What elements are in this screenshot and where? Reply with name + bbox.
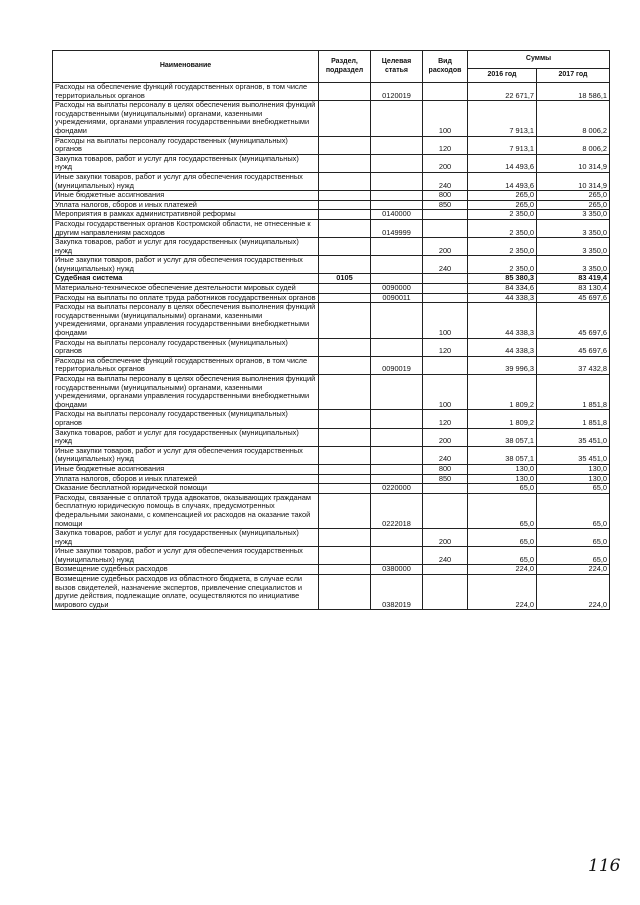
row-section — [319, 238, 371, 256]
row-target: 0090000 — [371, 284, 423, 294]
row-name: Иные закупки товаров, работ и услуг для обеспечения государственных (муниципальных) нужд — [53, 256, 319, 274]
row-section — [319, 484, 371, 494]
row-target: 0120019 — [371, 83, 423, 101]
row-name: Закупка товаров, работ и услуг для государственных (муниципальных) нужд — [53, 154, 319, 172]
row-expense-type — [423, 210, 468, 220]
table-row — [53, 284, 610, 294]
row-expense-type: 100 — [423, 303, 468, 338]
table-row — [53, 154, 610, 172]
row-section — [319, 565, 371, 575]
row-amount-2016: 84 334,6 — [468, 284, 537, 294]
table-row — [53, 428, 610, 446]
row-name: Иные закупки товаров, работ и услуг для обеспечения государственных (муниципальных) нужд — [53, 547, 319, 565]
row-amount-2017: 83 419,4 — [537, 274, 610, 284]
table-row — [53, 356, 610, 374]
row-amount-2017: 224,0 — [537, 575, 610, 610]
row-name: Расходы на выплаты персоналу в целях обеспечения выполнения функций государственными (муниципальными) органами, казенными учреждениями, органами управления государственными внебюджетными фондами — [53, 303, 319, 338]
row-name: Судебная система — [53, 274, 319, 284]
row-section — [319, 101, 371, 136]
row-amount-2016: 44 338,3 — [468, 338, 537, 356]
table-row — [53, 256, 610, 274]
header-year-2017: 2017 год — [537, 69, 610, 83]
header-name: Наименование — [53, 51, 319, 83]
row-amount-2017: 3 350,0 — [537, 219, 610, 237]
row-amount-2017: 37 432,8 — [537, 356, 610, 374]
row-amount-2016: 2 350,0 — [468, 256, 537, 274]
row-name: Расходы на обеспечение функций государственных органов, в том числе территориальных органов — [53, 83, 319, 101]
row-amount-2016: 265,0 — [468, 191, 537, 201]
row-amount-2016: 22 671,7 — [468, 83, 537, 101]
row-expense-type: 240 — [423, 547, 468, 565]
row-expense-type: 850 — [423, 200, 468, 210]
row-name: Уплата налогов, сборов и иных платежей — [53, 200, 319, 210]
row-section — [319, 547, 371, 565]
table-row — [53, 83, 610, 101]
row-name: Возмещение судебных расходов из областного бюджета, в случае если вызов свидетелей, назначение экспертов, привлечение специалистов и другие действия, подлежащие оплате, осуществляются по инициативе мирового судьи — [53, 575, 319, 610]
row-amount-2017: 35 451,0 — [537, 428, 610, 446]
row-target: 0149999 — [371, 219, 423, 237]
row-expense-type: 240 — [423, 256, 468, 274]
row-amount-2016: 2 350,0 — [468, 210, 537, 220]
row-target — [371, 154, 423, 172]
row-amount-2016: 7 913,1 — [468, 101, 537, 136]
header-section: Раздел, подраздел — [319, 51, 371, 83]
row-target — [371, 547, 423, 565]
row-amount-2016: 130,0 — [468, 474, 537, 484]
row-expense-type: 240 — [423, 172, 468, 190]
row-expense-type: 100 — [423, 375, 468, 410]
row-section — [319, 303, 371, 338]
header-expense-type: Вид расходов — [423, 51, 468, 83]
row-section — [319, 428, 371, 446]
row-target — [371, 428, 423, 446]
row-target: 0090011 — [371, 293, 423, 303]
row-amount-2016: 130,0 — [468, 464, 537, 474]
row-section — [319, 410, 371, 428]
row-target — [371, 238, 423, 256]
row-target — [371, 172, 423, 190]
row-section — [319, 375, 371, 410]
row-section — [319, 210, 371, 220]
row-expense-type — [423, 565, 468, 575]
header-target: Целевая статья — [371, 51, 423, 83]
row-amount-2016: 65,0 — [468, 529, 537, 547]
row-section — [319, 529, 371, 547]
table-row — [53, 136, 610, 154]
row-target — [371, 375, 423, 410]
row-expense-type — [423, 493, 468, 528]
row-section — [319, 575, 371, 610]
row-amount-2017: 8 006,2 — [537, 136, 610, 154]
row-name: Закупка товаров, работ и услуг для государственных (муниципальных) нужд — [53, 428, 319, 446]
page-number: 116 — [588, 856, 621, 876]
table-row — [53, 375, 610, 410]
row-expense-type — [423, 293, 468, 303]
row-section — [319, 464, 371, 474]
row-name: Материально-техническое обеспечение деятельности мировых судей — [53, 284, 319, 294]
row-expense-type — [423, 484, 468, 494]
row-amount-2017: 130,0 — [537, 464, 610, 474]
row-expense-type — [423, 83, 468, 101]
row-expense-type: 120 — [423, 338, 468, 356]
row-amount-2017: 35 451,0 — [537, 446, 610, 464]
table-row — [53, 484, 610, 494]
row-amount-2017: 265,0 — [537, 191, 610, 201]
row-amount-2016: 38 057,1 — [468, 428, 537, 446]
row-expense-type — [423, 356, 468, 374]
row-target: 0222018 — [371, 493, 423, 528]
row-amount-2017: 1 851,8 — [537, 375, 610, 410]
row-amount-2017: 65,0 — [537, 484, 610, 494]
row-amount-2016: 44 338,3 — [468, 293, 537, 303]
table-row — [53, 338, 610, 356]
row-amount-2016: 38 057,1 — [468, 446, 537, 464]
row-amount-2016: 1 809,2 — [468, 410, 537, 428]
header-year-2016: 2016 год — [468, 69, 537, 83]
row-amount-2017: 265,0 — [537, 200, 610, 210]
row-section — [319, 256, 371, 274]
row-name: Закупка товаров, работ и услуг для государственных (муниципальных) нужд — [53, 238, 319, 256]
row-expense-type: 200 — [423, 529, 468, 547]
row-amount-2017: 45 697,6 — [537, 303, 610, 338]
row-name: Иные бюджетные ассигнования — [53, 191, 319, 201]
row-expense-type — [423, 284, 468, 294]
row-name: Расходы государственных органов Костромской области, не отнесенные к другим направлениям расходов — [53, 219, 319, 237]
row-amount-2017: 3 350,0 — [537, 210, 610, 220]
row-amount-2017: 65,0 — [537, 547, 610, 565]
table-row — [53, 101, 610, 136]
table-body — [53, 83, 610, 610]
row-amount-2016: 85 380,3 — [468, 274, 537, 284]
table-row — [53, 493, 610, 528]
row-name: Расходы, связанные с оплатой труда адвокатов, оказывающих гражданам бесплатную юридическую помощь в случаях, предусмотренных федеральными законами, с компенсацией их расходов на оказание такой помощи — [53, 493, 319, 528]
row-amount-2017: 8 006,2 — [537, 101, 610, 136]
table-row — [53, 172, 610, 190]
row-amount-2017: 65,0 — [537, 493, 610, 528]
row-name: Иные закупки товаров, работ и услуг для обеспечения государственных (муниципальных) нужд — [53, 172, 319, 190]
row-expense-type: 100 — [423, 101, 468, 136]
row-name: Расходы на выплаты персоналу государственных (муниципальных) органов — [53, 136, 319, 154]
row-name: Расходы на выплаты персоналу государственных (муниципальных) органов — [53, 338, 319, 356]
table-row — [53, 446, 610, 464]
row-amount-2017: 10 314,9 — [537, 154, 610, 172]
row-target: 0382019 — [371, 575, 423, 610]
row-expense-type: 200 — [423, 428, 468, 446]
row-section — [319, 356, 371, 374]
row-section — [319, 154, 371, 172]
row-expense-type — [423, 575, 468, 610]
row-amount-2016: 65,0 — [468, 493, 537, 528]
table-row — [53, 219, 610, 237]
row-target — [371, 303, 423, 338]
table-row — [53, 575, 610, 610]
row-expense-type — [423, 274, 468, 284]
table-header — [53, 51, 610, 83]
row-target: 0220000 — [371, 484, 423, 494]
table-row — [53, 303, 610, 338]
row-expense-type: 800 — [423, 464, 468, 474]
row-amount-2016: 224,0 — [468, 565, 537, 575]
row-name: Расходы на выплаты персоналу государственных (муниципальных) органов — [53, 410, 319, 428]
row-name: Оказание бесплатной юридической помощи — [53, 484, 319, 494]
row-amount-2017: 18 586,1 — [537, 83, 610, 101]
row-amount-2016: 2 350,0 — [468, 238, 537, 256]
row-expense-type: 120 — [423, 136, 468, 154]
row-amount-2017: 83 130,4 — [537, 284, 610, 294]
row-name: Закупка товаров, работ и услуг для государственных (муниципальных) нужд — [53, 529, 319, 547]
row-name: Расходы на выплаты по оплате труда работников государственных органов — [53, 293, 319, 303]
row-name: Иные закупки товаров, работ и услуг для обеспечения государственных (муниципальных) нужд — [53, 446, 319, 464]
row-target — [371, 529, 423, 547]
table-row — [53, 410, 610, 428]
row-amount-2017: 3 350,0 — [537, 256, 610, 274]
row-amount-2017: 3 350,0 — [537, 238, 610, 256]
row-target: 0140000 — [371, 210, 423, 220]
row-section — [319, 284, 371, 294]
table-row — [53, 210, 610, 220]
row-expense-type: 800 — [423, 191, 468, 201]
row-amount-2016: 65,0 — [468, 484, 537, 494]
row-name: Расходы на выплаты персоналу в целях обеспечения выполнения функций государственными (муниципальными) органами, казенными учреждениями, органами управления государственными внебюджетными фондами — [53, 375, 319, 410]
row-name: Расходы на обеспечение функций государственных органов, в том числе территориальных органов — [53, 356, 319, 374]
row-section: 0105 — [319, 274, 371, 284]
row-amount-2016: 2 350,0 — [468, 219, 537, 237]
row-target: 0380000 — [371, 565, 423, 575]
row-target — [371, 256, 423, 274]
row-target — [371, 136, 423, 154]
row-target — [371, 191, 423, 201]
row-amount-2016: 65,0 — [468, 547, 537, 565]
row-name: Иные бюджетные ассигнования — [53, 464, 319, 474]
row-target — [371, 410, 423, 428]
row-amount-2017: 10 314,9 — [537, 172, 610, 190]
budget-table — [52, 50, 610, 610]
row-amount-2016: 14 493,6 — [468, 172, 537, 190]
row-section — [319, 191, 371, 201]
row-section — [319, 446, 371, 464]
row-amount-2016: 7 913,1 — [468, 136, 537, 154]
row-target — [371, 446, 423, 464]
row-amount-2017: 130,0 — [537, 474, 610, 484]
row-expense-type: 200 — [423, 238, 468, 256]
table-row — [53, 191, 610, 201]
row-amount-2017: 45 697,6 — [537, 338, 610, 356]
row-section — [319, 338, 371, 356]
row-section — [319, 493, 371, 528]
row-amount-2016: 39 996,3 — [468, 356, 537, 374]
row-amount-2017: 45 697,6 — [537, 293, 610, 303]
row-amount-2017: 65,0 — [537, 529, 610, 547]
header-sums: Суммы — [468, 51, 610, 69]
row-name: Мероприятия в рамках административной реформы — [53, 210, 319, 220]
row-amount-2016: 224,0 — [468, 575, 537, 610]
row-name: Расходы на выплаты персоналу в целях обеспечения выполнения функций государственными (муниципальными) органами, казенными учреждениями, органами управления государственными внебюджетными фондами — [53, 101, 319, 136]
row-amount-2017: 224,0 — [537, 565, 610, 575]
row-amount-2016: 1 809,2 — [468, 375, 537, 410]
row-expense-type: 200 — [423, 154, 468, 172]
row-section — [319, 219, 371, 237]
row-name: Возмещение судебных расходов — [53, 565, 319, 575]
row-section — [319, 136, 371, 154]
table-row — [53, 464, 610, 474]
row-expense-type: 120 — [423, 410, 468, 428]
row-amount-2016: 44 338,3 — [468, 303, 537, 338]
row-section — [319, 474, 371, 484]
table-row — [53, 547, 610, 565]
row-target — [371, 338, 423, 356]
row-expense-type: 850 — [423, 474, 468, 484]
table-row — [53, 238, 610, 256]
row-name: Уплата налогов, сборов и иных платежей — [53, 474, 319, 484]
row-amount-2017: 1 851,8 — [537, 410, 610, 428]
table-row — [53, 529, 610, 547]
row-section — [319, 83, 371, 101]
row-section — [319, 200, 371, 210]
row-target: 0090019 — [371, 356, 423, 374]
row-section — [319, 172, 371, 190]
row-section — [319, 293, 371, 303]
row-target — [371, 464, 423, 474]
row-target — [371, 101, 423, 136]
row-amount-2016: 265,0 — [468, 200, 537, 210]
row-expense-type: 240 — [423, 446, 468, 464]
row-expense-type — [423, 219, 468, 237]
row-amount-2016: 14 493,6 — [468, 154, 537, 172]
